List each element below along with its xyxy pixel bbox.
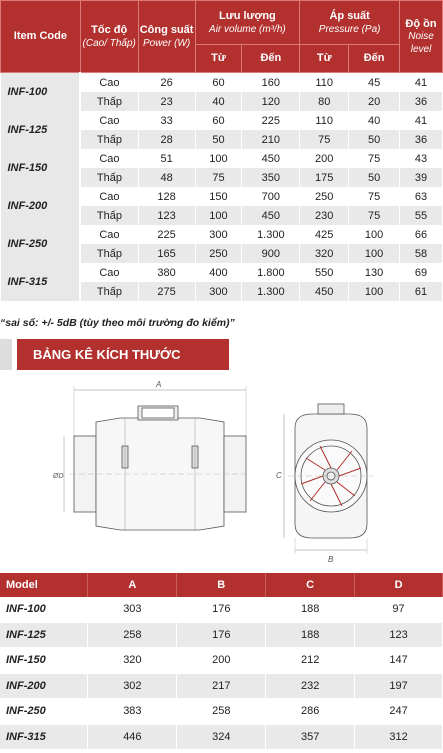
header-pressure-from: Từ — [300, 45, 349, 73]
section-title: BẢNG KÊ KÍCH THƯỚC — [17, 339, 229, 370]
pressure-from-cell: 110 — [300, 111, 349, 130]
table-row — [0, 699, 443, 725]
power-cell: 51 — [138, 149, 195, 168]
dim-cell: 232 — [266, 673, 355, 699]
pressure-from-cell: 250 — [300, 187, 349, 206]
table-row — [1, 73, 443, 93]
speed-cell: Cao — [80, 73, 138, 93]
table-row — [1, 263, 443, 282]
air-from-cell: 250 — [195, 244, 242, 263]
dim-cell: 446 — [88, 724, 177, 750]
table-row — [1, 149, 443, 168]
label-c: C — [276, 471, 282, 480]
dim-cell: 302 — [88, 673, 177, 699]
pressure-from-cell: 200 — [300, 149, 349, 168]
power-cell: 380 — [138, 263, 195, 282]
table-row — [0, 622, 443, 648]
noise-cell: 41 — [400, 111, 443, 130]
table-row — [0, 648, 443, 674]
dim-header-c: C — [266, 573, 355, 597]
air-from-cell: 40 — [195, 92, 242, 111]
dim-model-cell: INF-150 — [0, 648, 88, 674]
dim-header-a: A — [88, 573, 177, 597]
header-pressure: Áp suất Pressure (Pa) — [300, 1, 400, 45]
pressure-to-cell: 20 — [349, 92, 400, 111]
dim-cell: 200 — [177, 648, 266, 674]
power-cell: 48 — [138, 168, 195, 187]
noise-cell: 69 — [400, 263, 443, 282]
power-cell: 123 — [138, 206, 195, 225]
pressure-to-cell: 100 — [349, 244, 400, 263]
header-speed: Tốc độ (Cao/ Thấp) — [80, 1, 138, 73]
speed-cell: Thấp — [80, 92, 138, 111]
noise-cell: 43 — [400, 149, 443, 168]
speed-cell: Cao — [80, 263, 138, 282]
air-to-cell: 450 — [242, 149, 300, 168]
dim-cell: 357 — [266, 724, 355, 750]
table-row — [0, 673, 443, 699]
dim-cell: 188 — [266, 597, 355, 622]
air-from-cell: 60 — [195, 111, 242, 130]
dim-model-cell: INF-100 — [0, 597, 88, 622]
pressure-to-cell: 45 — [349, 73, 400, 93]
power-cell: 23 — [138, 92, 195, 111]
dim-cell: 197 — [355, 673, 443, 699]
pressure-to-cell: 75 — [349, 149, 400, 168]
power-cell: 225 — [138, 225, 195, 244]
speed-cell: Cao — [80, 149, 138, 168]
pressure-from-cell: 80 — [300, 92, 349, 111]
noise-cell: 63 — [400, 187, 443, 206]
air-to-cell: 900 — [242, 244, 300, 263]
air-from-cell: 300 — [195, 282, 242, 301]
dimension-table — [0, 573, 443, 750]
noise-cell: 58 — [400, 244, 443, 263]
spec-table-body — [1, 73, 443, 302]
table-row — [1, 187, 443, 206]
dim-cell: 383 — [88, 699, 177, 725]
speed-cell: Thấp — [80, 244, 138, 263]
label-b: B — [328, 555, 334, 564]
air-to-cell: 1.300 — [242, 282, 300, 301]
model-code: INF-125 — [1, 111, 81, 149]
pressure-to-cell: 40 — [349, 111, 400, 130]
pressure-to-cell: 75 — [349, 206, 400, 225]
pressure-from-cell: 425 — [300, 225, 349, 244]
pressure-to-cell: 130 — [349, 263, 400, 282]
pressure-from-cell: 75 — [300, 130, 349, 149]
label-a: A — [156, 380, 162, 389]
dim-model-cell: INF-315 — [0, 724, 88, 750]
dim-cell: 188 — [266, 622, 355, 648]
dim-cell: 258 — [177, 699, 266, 725]
noise-cell: 66 — [400, 225, 443, 244]
dim-cell: 303 — [88, 597, 177, 622]
dim-model-cell: INF-250 — [0, 699, 88, 725]
air-to-cell: 350 — [242, 168, 300, 187]
dim-header-d: D — [355, 573, 443, 597]
air-from-cell: 150 — [195, 187, 242, 206]
pressure-to-cell: 50 — [349, 130, 400, 149]
banner-accent — [0, 339, 12, 370]
dim-cell: 324 — [177, 724, 266, 750]
dim-cell: 320 — [88, 648, 177, 674]
power-cell: 128 — [138, 187, 195, 206]
header-power: Công suất Power (W) — [138, 1, 195, 73]
model-code: INF-100 — [1, 73, 81, 112]
power-cell: 28 — [138, 130, 195, 149]
power-cell: 33 — [138, 111, 195, 130]
air-to-cell: 450 — [242, 206, 300, 225]
air-from-cell: 100 — [195, 149, 242, 168]
air-from-cell: 75 — [195, 168, 242, 187]
dim-cell: 286 — [266, 699, 355, 725]
air-to-cell: 1.800 — [242, 263, 300, 282]
header-airflow: Lưu lượng Air volume (m³/h) — [195, 1, 300, 45]
front-view — [284, 404, 374, 554]
noise-cell: 55 — [400, 206, 443, 225]
air-from-cell: 50 — [195, 130, 242, 149]
power-cell: 26 — [138, 73, 195, 93]
dim-cell: 176 — [177, 597, 266, 622]
table-row — [0, 724, 443, 750]
pressure-from-cell: 450 — [300, 282, 349, 301]
dim-cell: 147 — [355, 648, 443, 674]
dim-cell: 212 — [266, 648, 355, 674]
dim-cell: 258 — [88, 622, 177, 648]
pressure-to-cell: 50 — [349, 168, 400, 187]
model-code: INF-250 — [1, 225, 81, 263]
dim-cell: 217 — [177, 673, 266, 699]
air-from-cell: 400 — [195, 263, 242, 282]
spec-table — [0, 0, 443, 301]
dim-header-b: B — [177, 573, 266, 597]
noise-cell: 36 — [400, 130, 443, 149]
speed-cell: Cao — [80, 187, 138, 206]
pressure-from-cell: 320 — [300, 244, 349, 263]
pressure-from-cell: 230 — [300, 206, 349, 225]
header-pressure-to: Đến — [349, 45, 400, 73]
header-air-to: Đến — [242, 45, 300, 73]
dim-cell: 312 — [355, 724, 443, 750]
speed-cell: Thấp — [80, 282, 138, 301]
power-cell: 275 — [138, 282, 195, 301]
dim-cell: 176 — [177, 622, 266, 648]
table-row — [1, 225, 443, 244]
air-to-cell: 120 — [242, 92, 300, 111]
header-item-code: Item Code — [1, 1, 81, 73]
air-to-cell: 1.300 — [242, 225, 300, 244]
tolerance-note: “sai số: +/- 5dB (tùy theo môi trường đo kiểm)” — [0, 317, 235, 329]
dim-model-cell: INF-125 — [0, 622, 88, 648]
power-cell: 165 — [138, 244, 195, 263]
pressure-to-cell: 75 — [349, 187, 400, 206]
air-to-cell: 700 — [242, 187, 300, 206]
fan-dimension-drawing — [50, 378, 400, 568]
air-from-cell: 60 — [195, 73, 242, 93]
noise-cell: 61 — [400, 282, 443, 301]
noise-cell: 41 — [400, 73, 443, 93]
label-d: ØD — [53, 473, 64, 480]
dim-model-cell: INF-200 — [0, 673, 88, 699]
pressure-to-cell: 100 — [349, 225, 400, 244]
side-view — [64, 386, 250, 530]
header-air-from: Từ — [195, 45, 242, 73]
air-to-cell: 160 — [242, 73, 300, 93]
noise-cell: 39 — [400, 168, 443, 187]
pressure-from-cell: 175 — [300, 168, 349, 187]
dim-cell: 247 — [355, 699, 443, 725]
dim-cell: 123 — [355, 622, 443, 648]
table-row — [1, 111, 443, 130]
pressure-from-cell: 110 — [300, 73, 349, 93]
air-from-cell: 100 — [195, 206, 242, 225]
pressure-to-cell: 100 — [349, 282, 400, 301]
model-code: INF-315 — [1, 263, 81, 301]
dim-cell: 97 — [355, 597, 443, 622]
model-code: INF-150 — [1, 149, 81, 187]
speed-cell: Thấp — [80, 130, 138, 149]
air-from-cell: 300 — [195, 225, 242, 244]
header-noise: Độ ồn Noise level — [400, 1, 443, 73]
speed-cell: Cao — [80, 225, 138, 244]
table-row — [0, 597, 443, 622]
noise-cell: 36 — [400, 92, 443, 111]
model-code: INF-200 — [1, 187, 81, 225]
speed-cell: Thấp — [80, 168, 138, 187]
speed-cell: Cao — [80, 111, 138, 130]
air-to-cell: 225 — [242, 111, 300, 130]
air-to-cell: 210 — [242, 130, 300, 149]
dim-header-model: Model — [0, 573, 88, 597]
pressure-from-cell: 550 — [300, 263, 349, 282]
speed-cell: Thấp — [80, 206, 138, 225]
